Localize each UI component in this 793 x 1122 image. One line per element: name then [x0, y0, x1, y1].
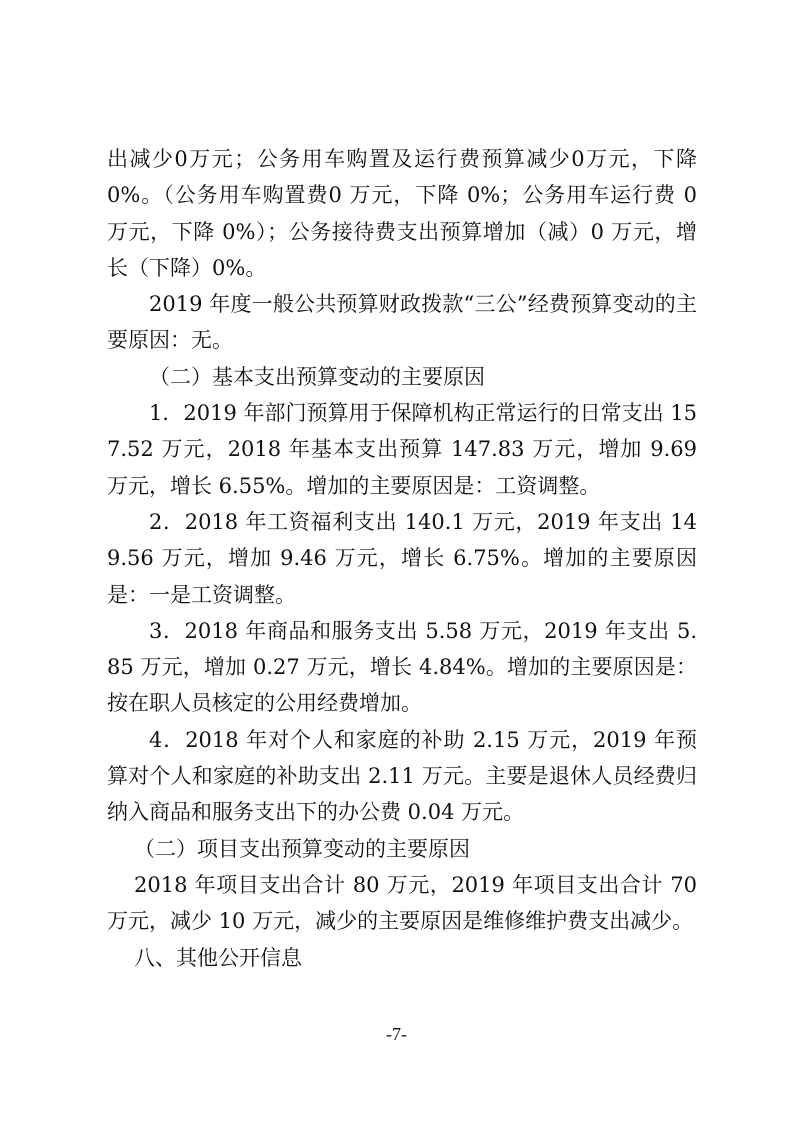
paragraph-three-public-reason: 2019 年度一般公共预算财政拨款“三公”经费预算变动的主要原因：无。	[107, 292, 697, 353]
paragraph-item-1: 1．2019 年部门预算用于保障机构正常运行的日常支出 157.52 万元，2018 年基本支出预算 147.83 万元，增加 9.69 万元，增长 6.55%。增加的主要原因是：工资调整。	[107, 401, 697, 498]
page-number: -7-	[386, 1024, 407, 1044]
heading-project-expenditure-reasons: （二）项目支出预算变动的主要原因	[134, 836, 470, 861]
paragraph-item-4: 4．2018 年对个人和家庭的补助 2.15 万元，2019 年预算对个人和家庭的补助支出 2.11 万元。主要是退休人员经费归纳入商品和服务支出下的办公费 0.04 万元。	[107, 727, 697, 825]
body-text	[107, 141, 697, 976]
heading-other-public-information: 八、其他公开信息	[134, 945, 302, 970]
paragraph-project-expenditure: 2018 年项目支出合计 80 万元，2019 年项目支出合计 70 万元，减少 10 万元，减少的主要原因是维修维护费支出减少。	[107, 872, 697, 934]
paragraph-item-3: 3．2018 年商品和服务支出 5.58 万元，2019 年支出 5.85 万元，增加 0.27 万元，增长 4.84%。增加的主要原因是：按在职人员核定的公用经费增加。	[107, 618, 697, 716]
heading-basic-expenditure-reasons: （二）基本支出预算变动的主要原因	[149, 364, 485, 389]
paragraph-item-2: 2．2018 年工资福利支出 140.1 万元，2019 年支出 149.56 万元，增加 9.46 万元，增长 6.75%。增加的主要原因是：一是工资调整。	[107, 509, 697, 607]
paragraph-three-public-expenses-continued: 出减少0万元；公务用车购置及运行费预算减少0万元，下降0%。（公务用车购置费0 万元，下降 0%；公务用车运行费 0 万元，下降 0%）；公务接待费支出预算增加（减）0 万元，增长（下降）0%。	[107, 147, 697, 280]
